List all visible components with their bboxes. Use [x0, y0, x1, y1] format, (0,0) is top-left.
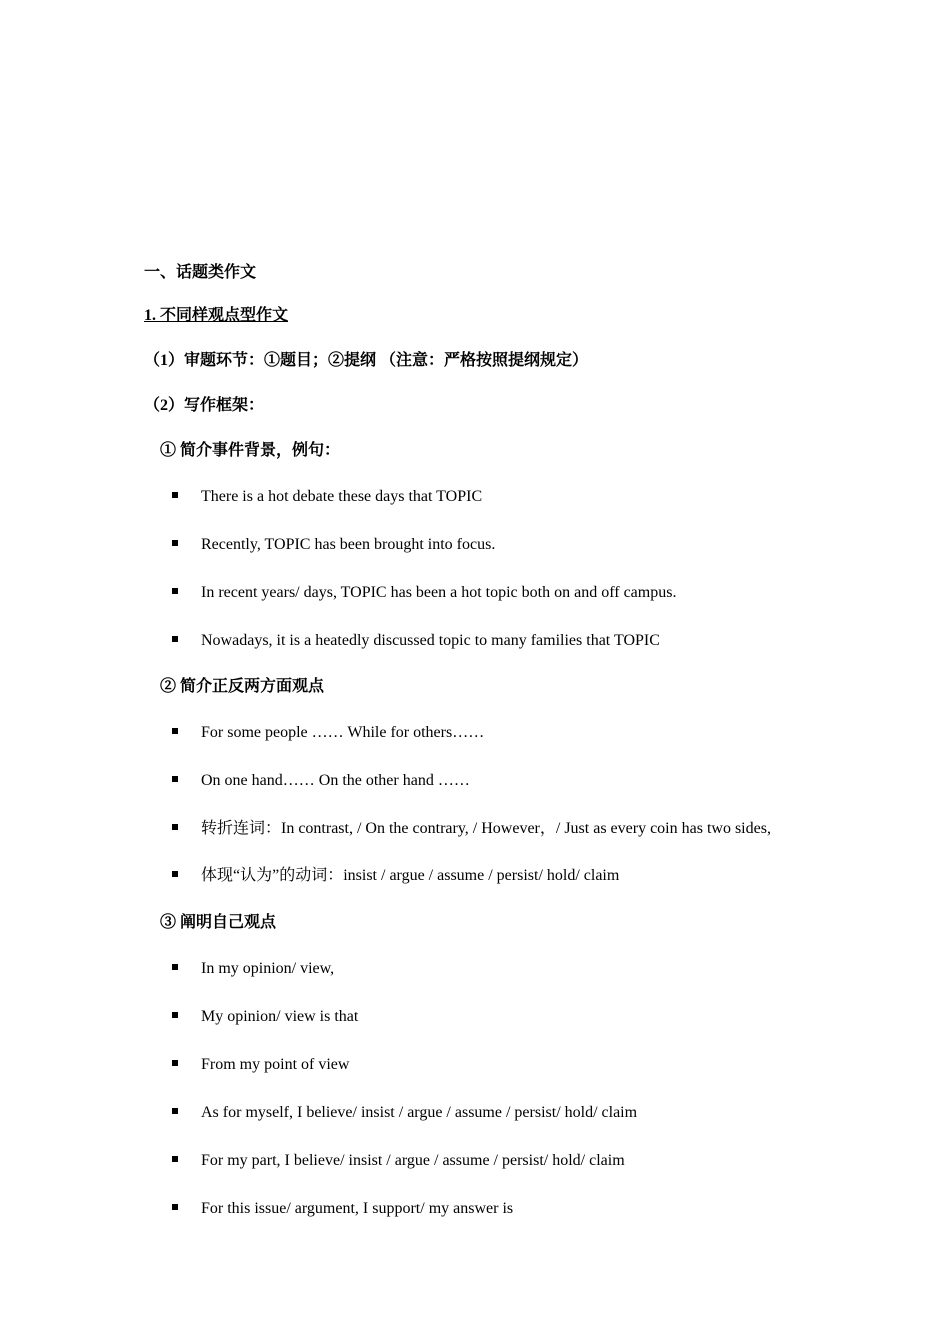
step-2-framework: （2）写作框架： [144, 397, 265, 414]
list-item-text: For some people …… While for others…… [201, 724, 485, 741]
bullet-icon [172, 776, 178, 782]
bullet-icon [172, 636, 178, 642]
list-item-text: For my part, I believe/ insist / argue / assume / persist/ hold/ claim [201, 1152, 625, 1169]
part-2-heading: ② 简介正反两方面观点 [160, 678, 325, 695]
list-item-text: 转折连词：In contrast, / On the contrary, / However，/ Just as every coin has two sides, [201, 820, 771, 837]
bullet-icon [172, 540, 178, 546]
bullet-icon [172, 1012, 178, 1018]
list-item-text: From my point of view [201, 1056, 350, 1073]
part-3-heading: ③ 阐明自己观点 [160, 914, 277, 931]
list-item-text: For this issue/ argument, I support/ my answer is [201, 1200, 514, 1217]
list-item-text: Recently, TOPIC has been brought into focus. [201, 536, 496, 553]
bullet-icon [172, 1108, 178, 1114]
bullet-icon [172, 871, 178, 877]
bullet-icon [172, 964, 178, 970]
list-item-text: 体现“认为”的动词：insist / argue / assume / persist/ hold/ claim [201, 867, 620, 884]
bullet-icon [172, 588, 178, 594]
list-item-text: On one hand…… On the other hand …… [201, 772, 470, 789]
subsection-title: 1. 不同样观点型作文 [144, 307, 289, 324]
bullet-icon [172, 1204, 178, 1210]
bullet-icon [172, 824, 178, 830]
bullet-icon [172, 728, 178, 734]
list-item-text: There is a hot debate these days that TOPIC [201, 488, 483, 505]
bullet-icon [172, 492, 178, 498]
list-item-text: Nowadays, it is a heatedly discussed topic to many families that TOPIC [201, 632, 660, 649]
section-title: 一、话题类作文 [144, 264, 257, 281]
bullet-icon [172, 1156, 178, 1162]
list-item-text: My opinion/ view is that [201, 1008, 359, 1025]
step-1-review: （1）审题环节：①题目；②提纲 （注意：严格按照提纲规定） [144, 352, 589, 369]
list-item-text: In recent years/ days, TOPIC has been a hot topic both on and off campus. [201, 584, 677, 601]
list-item-text: As for myself, I believe/ insist / argue / assume / persist/ hold/ claim [201, 1104, 638, 1121]
bullet-icon [172, 1060, 178, 1066]
list-item-text: In my opinion/ view, [201, 960, 335, 977]
part-1-heading: ① 简介事件背景，例句： [160, 442, 341, 459]
